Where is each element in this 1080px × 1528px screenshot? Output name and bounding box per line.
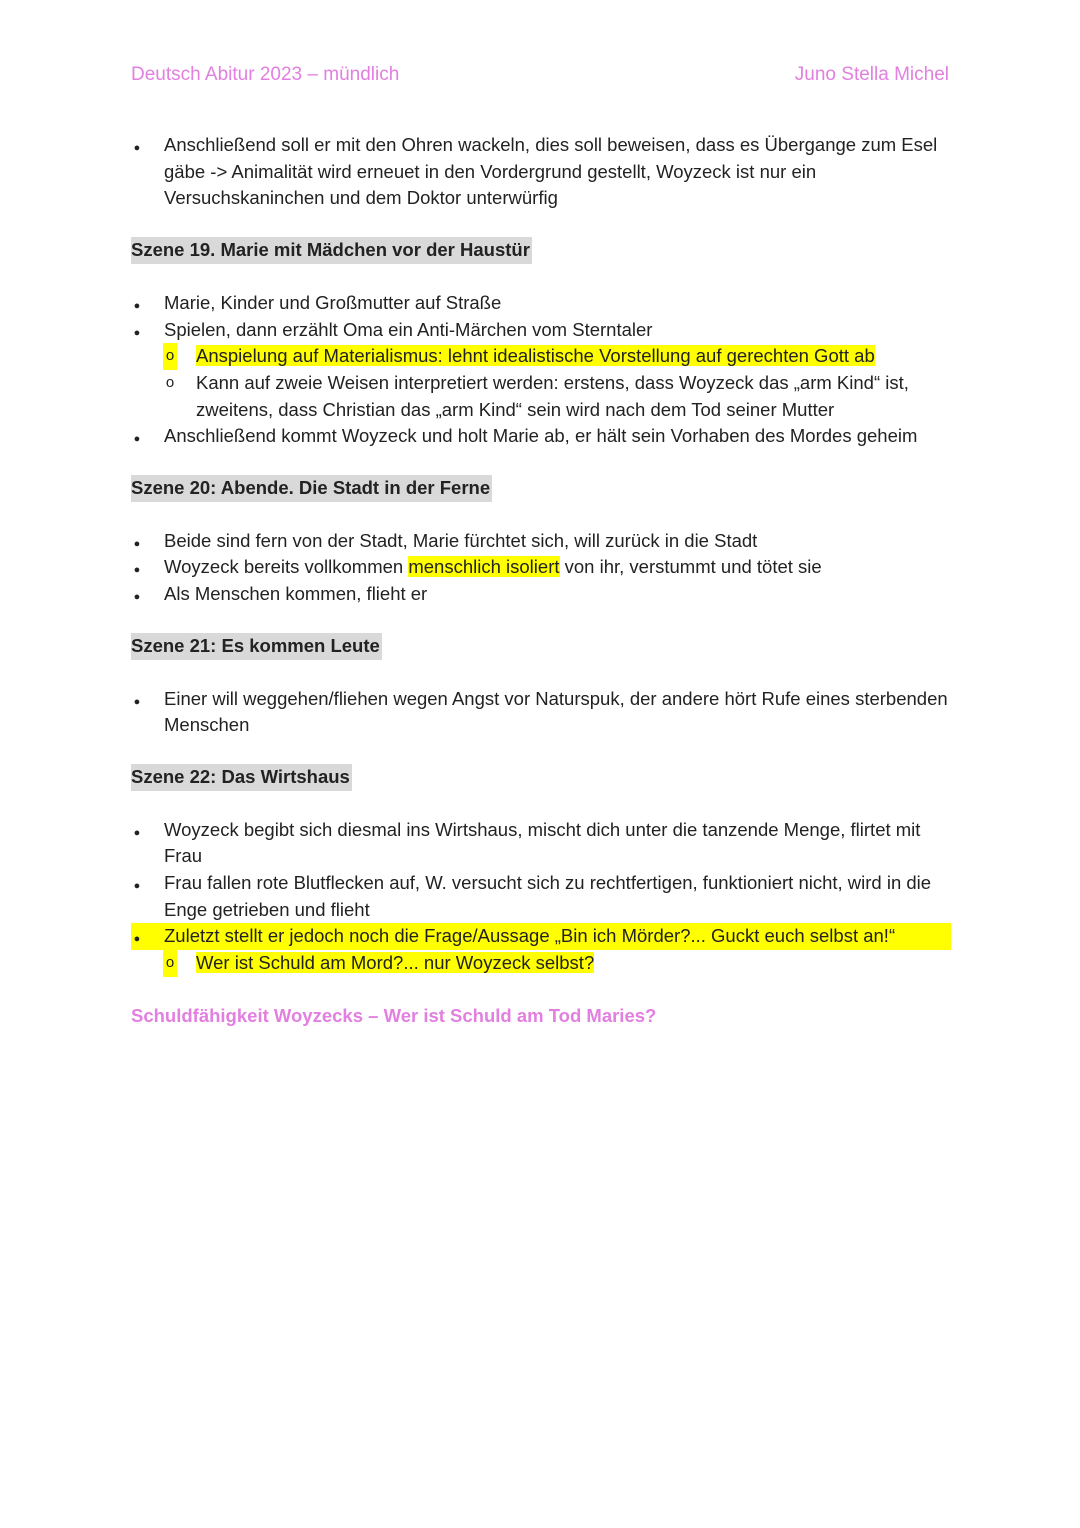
sub-bullet-icon: o	[165, 373, 175, 391]
intro-list	[131, 132, 951, 212]
scene-21-list	[131, 686, 951, 739]
sub-list-item	[131, 343, 951, 370]
section-heading-scene-19: Szene 19. Marie mit Mädchen vor der Haustür	[131, 237, 532, 264]
header-course-title: Deutsch Abitur 2023 – mündlich	[131, 64, 400, 85]
bullet-icon	[131, 581, 143, 611]
document-body	[131, 132, 951, 1030]
scene-19-sublist	[131, 343, 951, 423]
list-item	[131, 528, 951, 555]
section-heading-scene-20: Szene 20: Abende. Die Stadt in der Ferne	[131, 475, 492, 502]
list-item	[131, 950, 951, 977]
sub-list-item	[131, 370, 951, 423]
list-item-text: Frau fallen rote Blutflecken auf, W. versucht sich zu rechtfertigen, funktioniert nicht, wird in die Enge getrieben und flieht	[164, 872, 932, 920]
list-item-text: Marie, Kinder und Großmutter auf Straße	[164, 291, 502, 313]
list-item-text: Als Menschen kommen, flieht er	[164, 583, 428, 605]
list-item-text: Anschließend soll er mit den Ohren wackeln, dies soll beweisen, dass es Übergange zum Esel gäbe -> Animalität wird erneuet in den Vordergrund gestellt, Woyzeck ist nur ein Versuchskaninchen und dem Doktor unterwürfig	[164, 134, 938, 209]
sub-bullet-icon: o	[163, 343, 177, 370]
section-heading-scene-21: Szene 21: Es kommen Leute	[131, 633, 382, 660]
bullet-icon	[131, 528, 143, 558]
bullet-icon	[131, 870, 143, 900]
list-item	[131, 581, 951, 608]
list-item	[131, 132, 951, 212]
section-heading-scene-22: Szene 22: Das Wirtshaus	[131, 764, 352, 791]
list-item-text: Woyzeck begibt sich diesmal ins Wirtshaus, mischt dich unter die tanzende Menge, flirtet mit Frau	[164, 818, 921, 867]
list-item-text: Beide sind fern von der Stadt, Marie fürchtet sich, will zurück in die Stadt	[164, 529, 758, 551]
list-item-text-end: von ihr, verstummt und tötet sie	[559, 556, 822, 578]
sub-list-item-text: Wer ist Schuld am Mord?... nur Woyzeck selbst?	[196, 952, 595, 974]
list-item	[131, 817, 951, 870]
list-item-text: Anschließend kommt Woyzeck und holt Marie ab, er hält sein Vorhaben des Mordes geheim	[164, 425, 918, 447]
bullet-icon	[131, 423, 143, 453]
list-item	[131, 290, 951, 317]
scene-19-list	[131, 290, 951, 450]
sub-bullet-icon: o	[163, 950, 177, 977]
bullet-icon	[131, 923, 143, 953]
list-item	[131, 870, 951, 923]
list-item-text: Spielen, dann erzählt Oma ein Anti-Märchen vom Sterntaler	[164, 318, 653, 340]
scene-22-list	[131, 817, 951, 977]
bullet-icon	[131, 817, 143, 847]
bullet-icon	[131, 686, 143, 716]
scene-20-list	[131, 528, 951, 608]
bullet-icon	[131, 554, 143, 584]
list-item	[131, 423, 951, 450]
list-item	[131, 317, 951, 424]
sub-list-item	[131, 950, 951, 977]
list-item-text: Zuletzt stellt er jedoch noch die Frage/Aussage „Bin ich Mörder?... Guckt euch selbst an!“	[164, 925, 896, 947]
highlighted-phrase: menschlich isoliert	[408, 556, 560, 578]
list-item	[131, 554, 951, 581]
list-item-text-start: Woyzeck bereits vollkommen	[164, 556, 409, 578]
bullet-icon	[131, 290, 143, 320]
scene-22-sublist	[131, 950, 951, 977]
list-item-text: Einer will weggehen/fliehen wegen Angst vor Naturspuk, der andere hört Rufe eines sterbenden Menschen	[164, 687, 948, 736]
sub-list-item-text: Anspielung auf Materialismus: lehnt idealistische Vorstellung auf gerechten Gott ab	[196, 345, 875, 367]
section-heading-guilt: Schuldfähigkeit Woyzecks – Wer ist Schuld am Tod Maries?	[131, 1004, 657, 1026]
list-item-highlighted	[131, 923, 951, 950]
bullet-icon	[131, 317, 143, 347]
bullet-icon	[131, 132, 143, 162]
page-header	[131, 64, 949, 92]
sub-list-item-text: Kann auf zweie Weisen interpretiert werden: erstens, dass Woyzeck das „arm Kind“ ist, zweitens, dass Christian das „arm Kind“ sein wird nach dem Tod seiner Mutter	[196, 371, 909, 420]
header-author-name: Juno Stella Michel	[794, 64, 949, 85]
list-item	[131, 686, 951, 739]
